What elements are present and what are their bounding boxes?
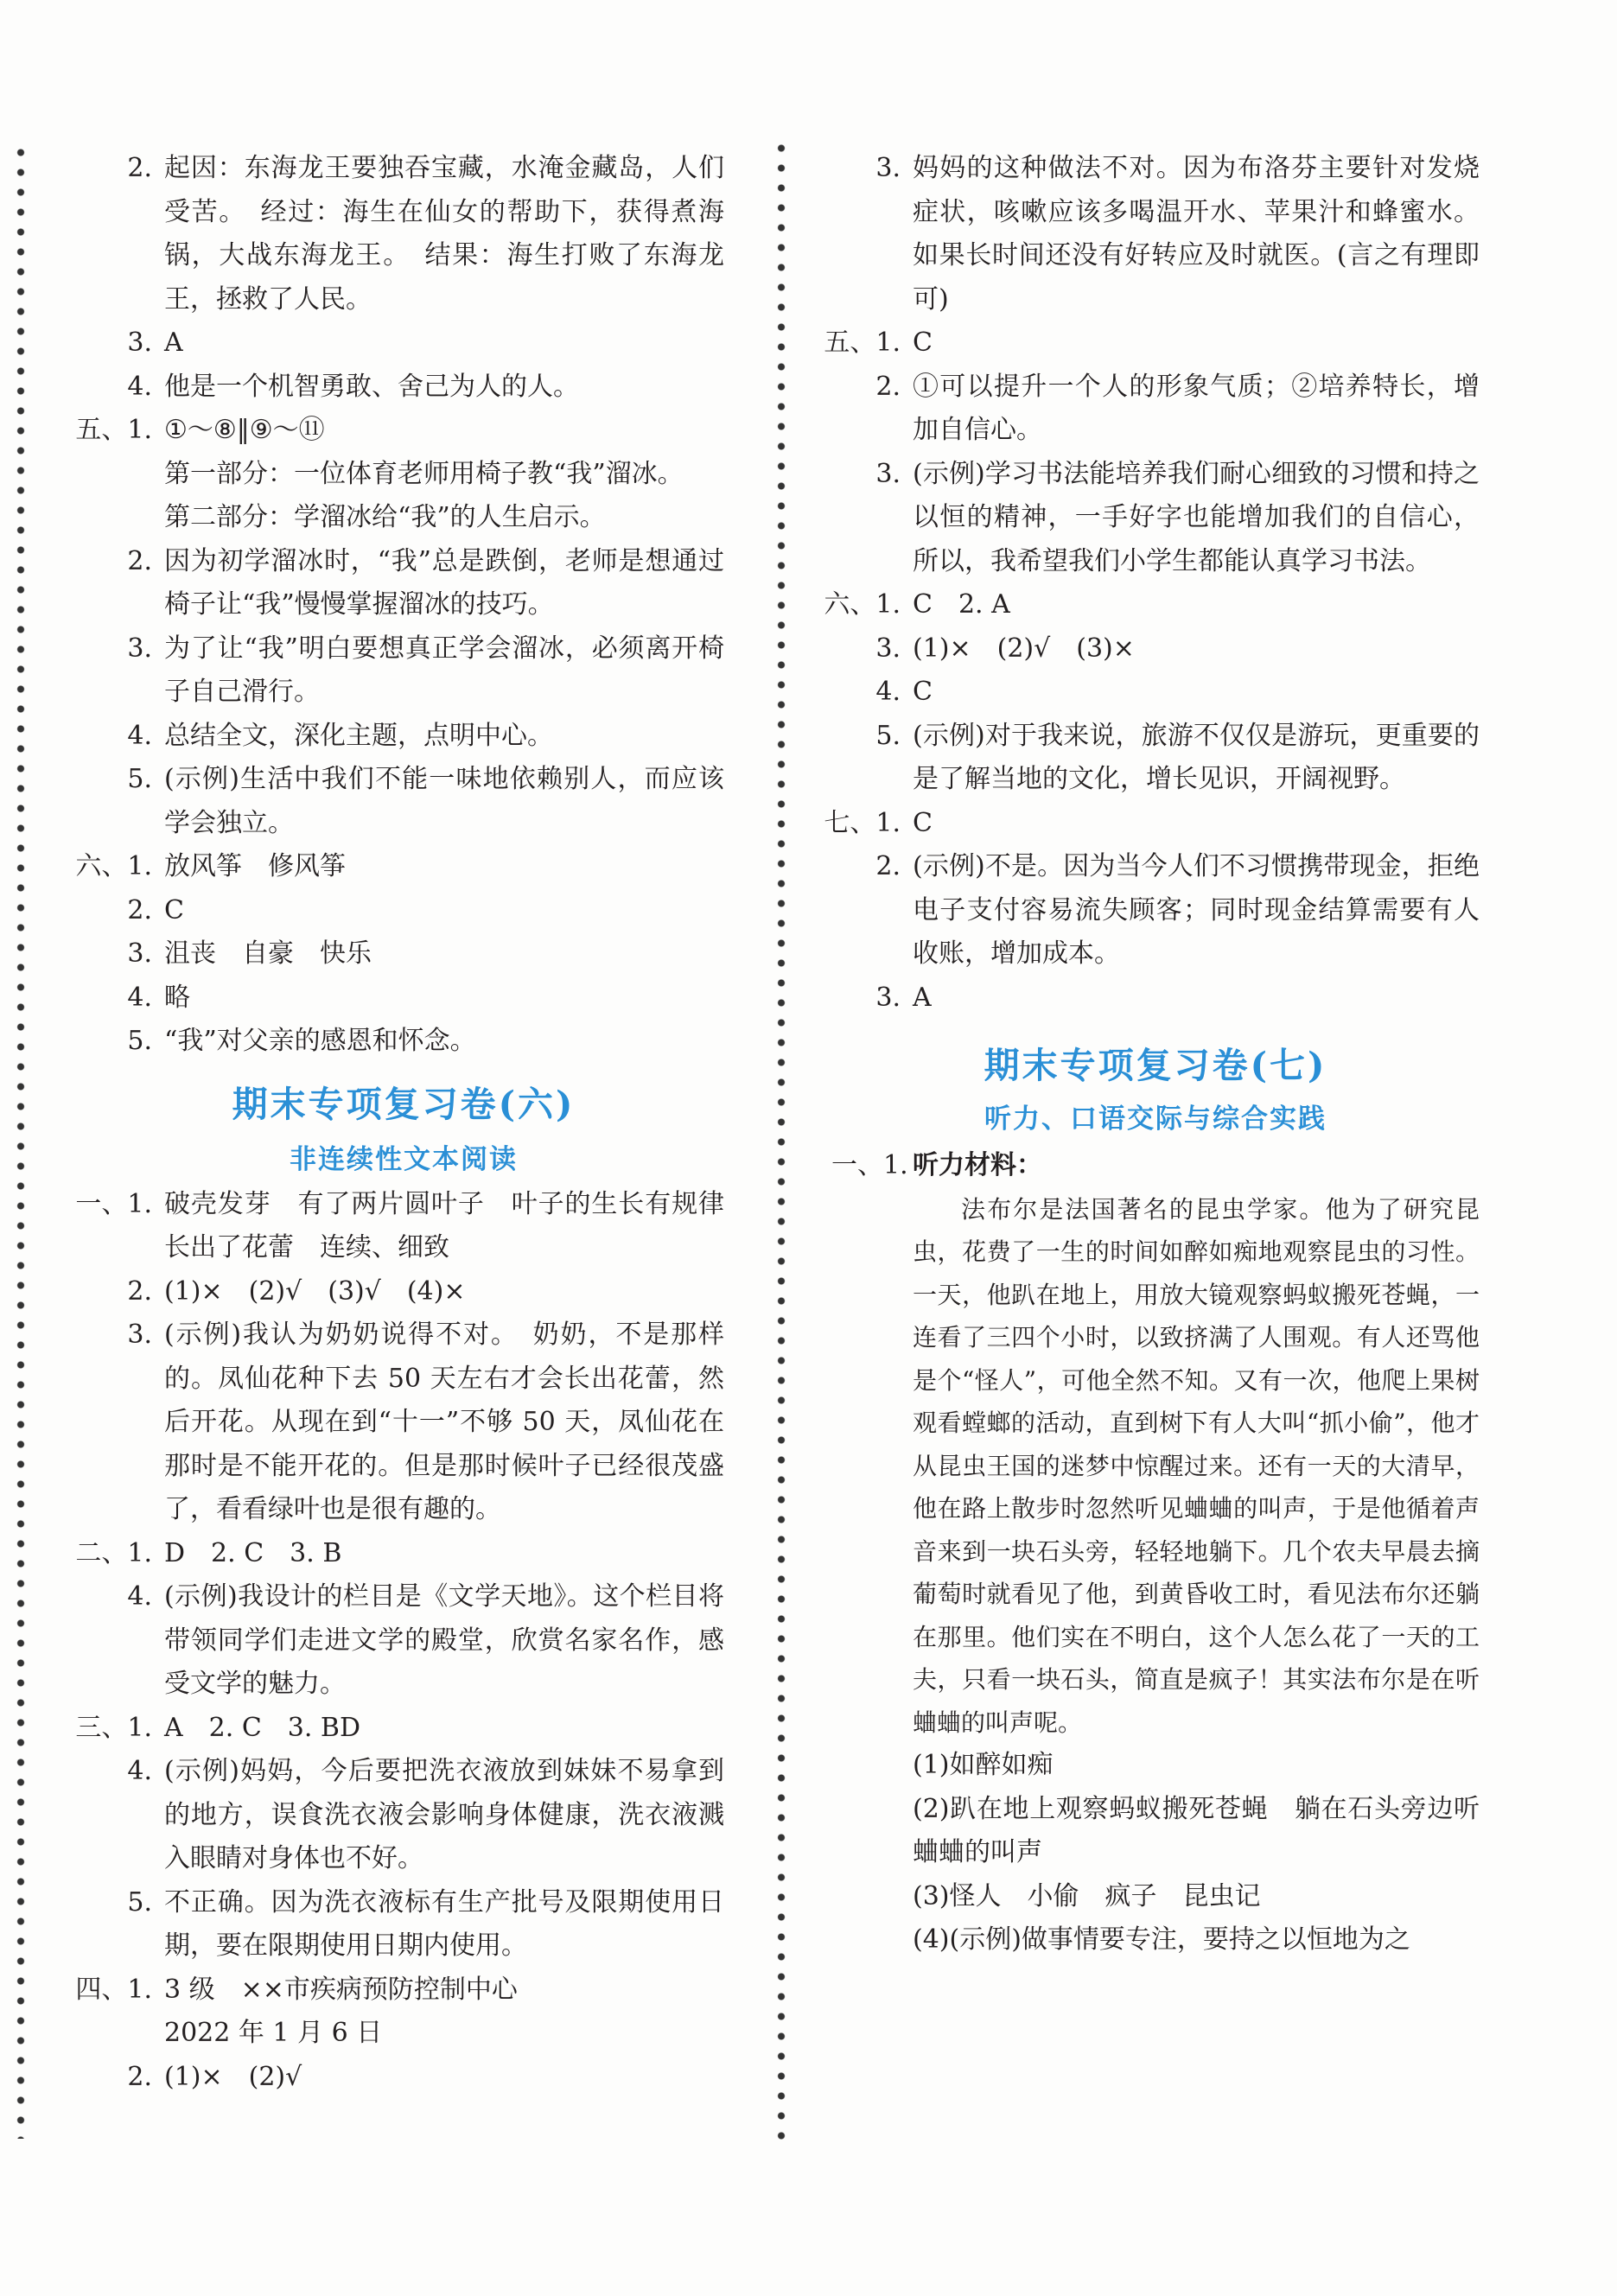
item-number: 2. [127, 2061, 152, 2092]
text-line: 略 [164, 982, 190, 1013]
answer-item [75, 1707, 724, 1751]
text-line: (示例)我认为奶奶说得不对。 奶奶，不是那样的。凤仙花种下去 50 天左右才会长出花蕾，然后开花。从现在到“十一”不够 50 天，凤仙花在那时是不能开花的。但是那时候叶子已经很茂盛了，看看绿叶也是很有趣的。 [164, 1320, 724, 1524]
item-number: 3. [875, 633, 901, 664]
text-line: A [913, 982, 932, 1013]
item-number: 4. [127, 982, 152, 1013]
text-line: C [913, 807, 933, 838]
item-text [164, 1532, 724, 1576]
listening-heading [831, 1144, 1480, 1188]
item-text [164, 758, 724, 845]
text-line: (1)× (2)√ (3)× [913, 633, 1135, 664]
text-line: 第二部分：学溜冰给“我”的人生启示。 [164, 502, 606, 532]
item-number: 3. [127, 1320, 152, 1350]
answer-item [83, 540, 724, 627]
right-answers-part1 [824, 147, 1480, 1020]
section-title-six: 期末专项复习卷(六) [232, 1083, 576, 1125]
listening-answers [913, 1744, 1480, 1962]
item-number: 2. [127, 894, 152, 925]
item-number: 六、1. [824, 589, 901, 620]
binding-dots-left [12, 143, 29, 2139]
left-column [75, 147, 750, 2099]
text-line: 第一部分：一位体育老师用椅子教“我”溜冰。 [164, 458, 684, 489]
item-number: 4. [127, 371, 152, 402]
item-text [164, 976, 724, 1021]
answer-item [75, 409, 724, 540]
left-answers-part2 [75, 1183, 750, 2100]
item-text [913, 802, 1480, 846]
listening-label: 听力材料： [913, 1150, 1042, 1180]
item-text [164, 627, 724, 715]
item-number: 六、1. [75, 851, 152, 881]
item-number: 五、1. [75, 415, 152, 445]
item-text [913, 715, 1480, 802]
answer-item [75, 1183, 750, 1270]
answer-item [83, 1020, 724, 1064]
item-number: 五、1. [824, 328, 901, 358]
item-text [913, 453, 1480, 584]
text-line: 破壳发芽 有了两片圆叶子 叶子的生长有规律 长出了花蕾 连续、细致 [164, 1188, 750, 1262]
text-line: 起因：东海龙王要独吞宝藏，水淹金藏岛，人们受苦。 经过：海生在仙女的帮助下，获得煮海锅，大战东海龙王。 结果：海生打败了东海龙王，拯救了人民。 [164, 153, 724, 315]
answer-item [831, 671, 1480, 715]
item-number: 4. [127, 1756, 152, 1786]
item-number: 七、1. [824, 807, 901, 838]
answer-item [83, 2056, 724, 2100]
listening-answer: (1)如醉如痴 [913, 1750, 1054, 1780]
section-subtitle-seven: 听力、口语交际与综合实践 [984, 1103, 1327, 1135]
text-line: (示例)生活中我们不能一味地依赖别人，而应该学会独立。 [164, 764, 724, 838]
item-text [164, 1707, 724, 1751]
text-line: 他是一个机智勇敢、舍己为人的人。 [164, 371, 579, 402]
item-text [164, 1313, 724, 1532]
item-text [913, 321, 1480, 366]
answer-item [83, 366, 724, 410]
item-text [913, 366, 1480, 453]
answer-item [83, 627, 724, 715]
item-number: 二、1. [75, 1537, 152, 1568]
left-answers-part1 [75, 147, 724, 1064]
listening-material [913, 1188, 1480, 1745]
item-text [164, 1183, 750, 1270]
item-text [164, 1881, 724, 1968]
listening-text: 法布尔是法国著名的昆虫学家。他为了研究昆虫，花费了一生的时间如醉如痴地观察昆虫的习性。一天，他趴在地上，用放大镜观察蚂蚁搬死苍蝇，一连看了三四个小时，以致挤满了人围观。有人还骂他是个“怪人”，可他全然不知。又有一次，他爬上果树观看螳螂的活动，直到树下有人大叫“抓小偷”，他才从昆虫王国的迷梦中惊醒过来。还有一天的大清早，他在路上散步时忽然听见蛐蛐的叫声，于是他循着声音来到一块石头旁，轻轻地躺下。几个农夫早晨去摘葡萄时就看见了他，到黄昏收工时，看见法布尔还躺在那里。他们实在不明白，这个人怎么花了一天的工夫，只看一块石头，简直是疯子！其实法布尔是在听蛐蛐的叫声呢。 [913, 1194, 1480, 1737]
listening-answer: (4)(示例)做事情要专注，要持之以恒地为之 [913, 1924, 1410, 1955]
answer-item [75, 1968, 724, 2056]
text-line: 为了让“我”明白要想真正学会溜冰，必须离开椅子自己滑行。 [164, 633, 724, 707]
text-line: ①可以提升一个人的形象气质；②培养特长，增加自信心。 [913, 371, 1480, 445]
item-number: 5. [127, 1886, 152, 1918]
text-line: 总结全文，深化主题，点明中心。 [164, 720, 553, 751]
text-line: 2022 年 1 月 6 日 [164, 2018, 383, 2048]
column-divider-dots [773, 138, 790, 2152]
item-number: 2. [875, 851, 901, 881]
item-number: 5. [127, 1026, 152, 1056]
text-line: ①～⑧‖⑨～⑪ [164, 415, 325, 445]
text-line: “我”对父亲的感恩和怀念。 [164, 1026, 476, 1056]
text-line: (示例)学习书法能培养我们耐心细致的习惯和持之以恒的精神，一手好字也能增加我们的自信心，所以，我希望我们小学生都能认真学习书法。 [913, 458, 1480, 576]
text-line: (示例)我设计的栏目是《文学天地》。这个栏目将带领同学们走进文学的殿堂，欣赏名家名作，感受文学的魅力。 [164, 1581, 724, 1699]
item-number: 一、1. [75, 1188, 152, 1219]
answer-item [83, 1270, 724, 1314]
item-text [164, 2056, 724, 2100]
item-text [164, 1020, 724, 1064]
item-number: 2. [127, 1275, 152, 1307]
text-line: 因为初学溜冰时，“我”总是跌倒，老师是想通过椅子让“我”慢慢掌握溜冰的技巧。 [164, 545, 724, 620]
item-number: 2. [875, 371, 901, 402]
item-number: 四、1. [75, 1974, 152, 2005]
answer-item [75, 1532, 724, 1576]
item-number: 5. [127, 764, 152, 794]
section-title-seven: 期末专项复习卷(七) [984, 1045, 1327, 1086]
answer-item [831, 845, 1480, 976]
right-column [824, 147, 1480, 1962]
item-number: 3. [875, 982, 901, 1013]
answer-item [831, 976, 1480, 1021]
answer-item [83, 932, 724, 976]
item-text [164, 366, 724, 410]
answer-item [83, 976, 724, 1021]
listening-answer: (2)趴在地上观察蚂蚁搬死苍蝇 躺在石头旁边听蛐蛐的叫声 [913, 1793, 1480, 1867]
text-line: 沮丧 自豪 快乐 [164, 938, 372, 969]
answer-item [83, 715, 724, 759]
text-line: 放风筝 修风筝 [164, 851, 346, 881]
answer-item [831, 366, 1480, 453]
answer-item [824, 321, 1480, 366]
item-number: 4. [127, 1581, 152, 1612]
item-text [164, 715, 724, 759]
item-text [164, 932, 724, 976]
item-number: 4. [875, 677, 901, 707]
answer-item [75, 845, 724, 889]
text-line: 3 级 ××市疾病预防控制中心 [164, 1974, 518, 2005]
item-text [164, 845, 724, 889]
item-text [164, 1575, 724, 1707]
text-line: C 2. A [913, 589, 1010, 620]
answer-item [824, 802, 1480, 846]
item-number: 三、1. [75, 1712, 152, 1743]
item-number: 一、1. [831, 1150, 908, 1180]
answer-item [83, 1575, 724, 1707]
text-line: (示例)不是。因为当今人们不习惯携带现金，拒绝电子支付容易流失顾客；同时现金结算需要有人收账，增加成本。 [913, 851, 1480, 969]
text-line: D 2. C 3. B [164, 1537, 342, 1568]
item-number: 3. [127, 328, 152, 358]
item-number: 2. [127, 545, 152, 576]
item-number: 3. [127, 938, 152, 969]
text-line: 不正确。因为洗衣液标有生产批号及限期使用日期，要在限期使用日期内使用。 [164, 1886, 724, 1961]
answer-item [83, 1881, 724, 1968]
item-text [164, 1270, 724, 1314]
text-line: C [913, 677, 933, 707]
text-line: 妈妈的这种做法不对。因为布洛芬主要针对发烧症状，咳嗽应该多喝温开水、苹果汁和蜂蜜水。如果长时间还没有好转应及时就医。(言之有理即可) [913, 153, 1480, 315]
item-number: 2. [127, 153, 152, 183]
item-number: 3. [127, 633, 152, 664]
item-text [913, 627, 1480, 671]
answer-item [83, 147, 724, 321]
item-number: 3. [875, 458, 901, 489]
text-line: (示例)对于我来说，旅游不仅仅是游玩，更重要的是了解当地的文化，增长见识，开阔视野。 [913, 720, 1480, 794]
item-text [164, 409, 724, 540]
item-number: 5. [875, 720, 901, 751]
answer-item [831, 453, 1480, 584]
item-number: 4. [127, 720, 152, 751]
answer-item [831, 627, 1480, 671]
answer-item [83, 758, 724, 845]
answer-item [83, 1750, 724, 1881]
item-text [164, 147, 724, 321]
answer-item [83, 1313, 724, 1532]
listening-answer: (3)怪人 小偷 疯子 昆虫记 [913, 1880, 1261, 1911]
text-line: (示例)妈妈，今后要把洗衣液放到妹妹不易拿到的地方，误食洗衣液会影响身体健康，洗衣液溅入眼睛对身体也不好。 [164, 1756, 724, 1873]
item-text [913, 583, 1480, 627]
item-text [164, 540, 724, 627]
text-line: (1)× (2)√ (3)√ (4)× [164, 1275, 466, 1307]
item-text [164, 889, 724, 933]
answer-item [824, 583, 1480, 627]
section-subtitle-six: 非连续性文本阅读 [290, 1143, 518, 1175]
text-line: C [913, 328, 933, 358]
item-text [913, 147, 1480, 321]
answer-item [83, 889, 724, 933]
text-line: A 2. C 3. BD [164, 1712, 361, 1743]
item-text [913, 671, 1480, 715]
text-line: C [164, 894, 184, 925]
item-number: 3. [875, 153, 901, 183]
item-text [913, 845, 1480, 976]
text-line: (1)× (2)√ [164, 2061, 302, 2092]
item-text [913, 976, 1480, 1021]
item-text [164, 321, 724, 366]
answer-item [831, 715, 1480, 802]
item-text [164, 1750, 724, 1881]
answer-item [83, 321, 724, 366]
answer-item [831, 147, 1480, 321]
item-text [164, 1968, 724, 2056]
text-line: A [164, 328, 183, 358]
